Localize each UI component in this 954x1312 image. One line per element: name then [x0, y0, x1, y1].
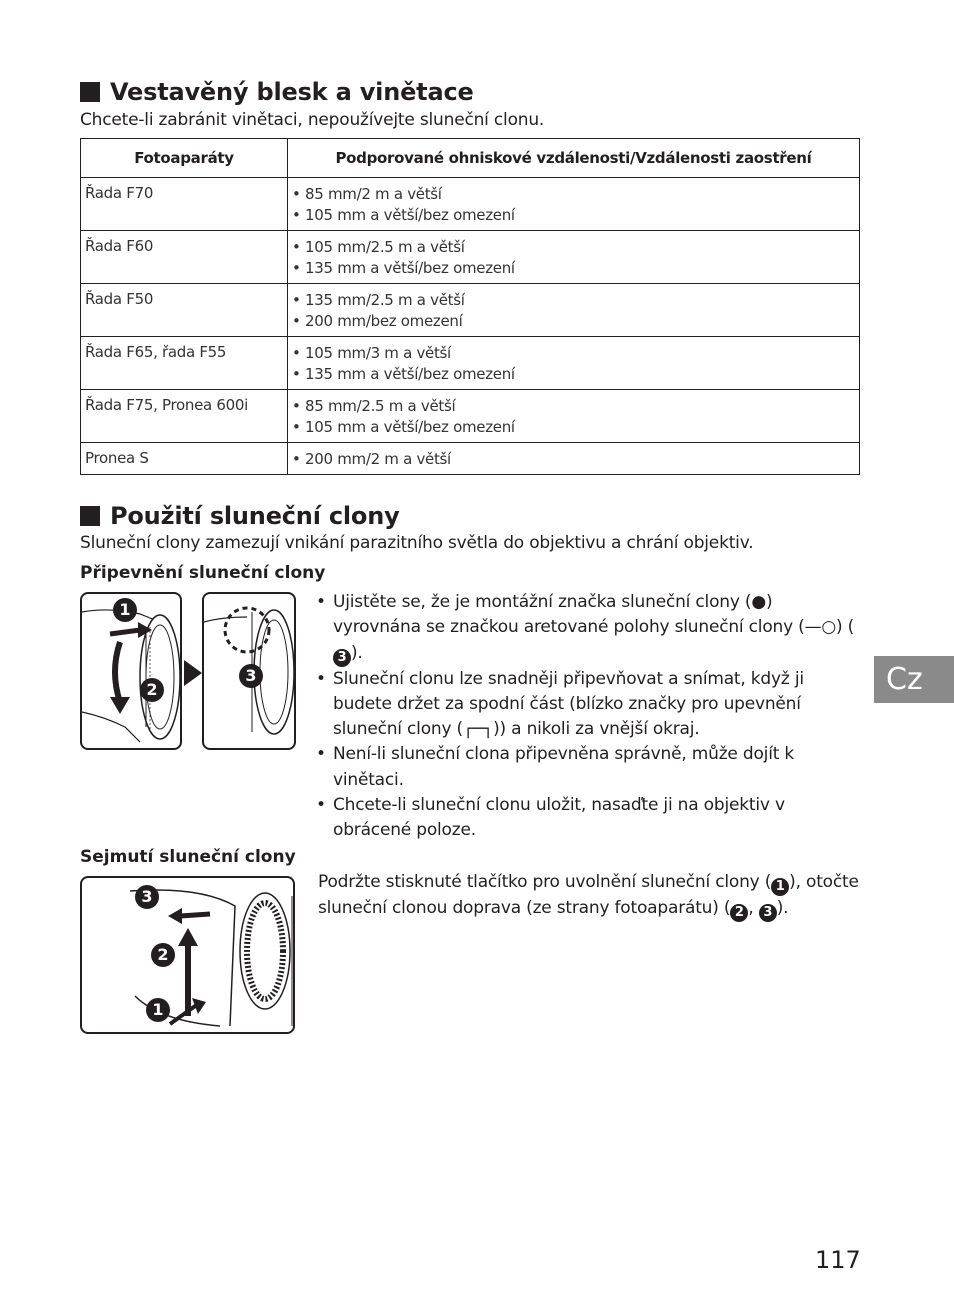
- step-number-2-icon: 2: [151, 943, 175, 967]
- lock-position-mark-icon: —○: [804, 617, 837, 638]
- step-number-1-icon: 1: [113, 598, 137, 622]
- table-row: [81, 284, 860, 337]
- value-cell: • 85 mm/2 m a větší • 105 mm a větší/bez omezení: [288, 178, 860, 231]
- section-title-lens-hood: [80, 502, 400, 530]
- arrow-right-icon: [184, 660, 202, 686]
- table-header-focal-lengths: Podporované ohniskové vzdálenosti/Vzdálenosti zaostření: [288, 139, 860, 178]
- value-cell: • 85 mm/2.5 m a větší • 105 mm a větší/bez omezení: [288, 390, 860, 443]
- square-bullet-icon: [80, 82, 100, 102]
- list-item: • Není-li sluneční clona připevněna správně, může dojít k vinětaci.: [316, 742, 860, 793]
- step-number-1-icon: 1: [146, 998, 170, 1022]
- remove-hood-illustration: [80, 876, 295, 1034]
- camera-cell: Pronea S: [81, 443, 288, 475]
- table-row: [81, 178, 860, 231]
- value-cell: • 105 mm/3 m a větší • 135 mm a větší/bez omezení: [288, 337, 860, 390]
- section-title-text: Vestavěný blesk a vinětace: [110, 78, 474, 106]
- camera-cell: Řada F70: [81, 178, 288, 231]
- attach-instructions: [316, 590, 860, 844]
- value-cell: • 135 mm/2.5 m a větší • 200 mm/bez omezení: [288, 284, 860, 337]
- square-bullet-icon: [80, 506, 100, 526]
- list-item: • Sluneční clonu lze snadněji připevňovat a snímat, když ji budete držet za spodní část (blízko značky pro upevnění sluneční clony (┌─┐)) a nikoli za vnější okraj.: [316, 667, 860, 743]
- step-number-2-icon: 2: [730, 904, 748, 922]
- section-intro: Sluneční clony zamezují vnikání parazitního světla do objektivu a chrání objektiv.: [80, 533, 754, 553]
- step-number-1-icon: 1: [771, 878, 789, 896]
- camera-cell: Řada F50: [81, 284, 288, 337]
- camera-cell: Řada F75, Pronea 600i: [81, 390, 288, 443]
- table-row: [81, 337, 860, 390]
- step-number-3-icon: 3: [333, 649, 351, 667]
- list-item: • Chcete-li sluneční clonu uložit, nasaďte ji na objektiv v obrácené poloze.: [316, 793, 860, 844]
- mount-mark-dot-icon: ●: [751, 592, 766, 612]
- language-tab: Cz: [874, 656, 954, 703]
- step-number-3-icon: 3: [239, 664, 263, 688]
- table-row: [81, 231, 860, 284]
- attach-heading: Připevnění sluneční clony: [80, 563, 326, 583]
- section-intro: Chcete-li zabránit vinětaci, nepoužívejte sluneční clonu.: [80, 110, 545, 130]
- hood-attach-mark-icon: ┌─┐: [462, 719, 494, 740]
- remove-instructions: Podržte stisknuté tlačítko pro uvolnění sluneční clony ( 1 ), otočte sluneční clonou doprava (ze strany fotoaparátu) ( 2 , 3 ).: [318, 872, 859, 920]
- section-title-flash-vignetting: [80, 78, 474, 106]
- compatibility-table: [80, 138, 860, 475]
- step-number-3-icon: 3: [135, 885, 159, 909]
- remove-heading: Sejmutí sluneční clony: [80, 847, 296, 867]
- table-row: [81, 443, 860, 475]
- table-row: [81, 390, 860, 443]
- value-cell: • 200 mm/2 m a větší: [288, 443, 860, 475]
- page-number: 117: [815, 1246, 861, 1274]
- camera-cell: Řada F60: [81, 231, 288, 284]
- value-cell: • 105 mm/2.5 m a větší • 135 mm a větší/bez omezení: [288, 231, 860, 284]
- list-item: • Ujistěte se, že je montážní značka sluneční clony (●) vyrovnána se značkou aretované polohy sluneční clony (—○) (3 ).: [316, 590, 860, 667]
- step-number-2-icon: 2: [140, 678, 164, 702]
- section-title-text: Použití sluneční clony: [110, 502, 400, 530]
- table-header-cameras: Fotoaparáty: [81, 139, 288, 178]
- step-number-3-icon: 3: [759, 904, 777, 922]
- camera-cell: Řada F65, řada F55: [81, 337, 288, 390]
